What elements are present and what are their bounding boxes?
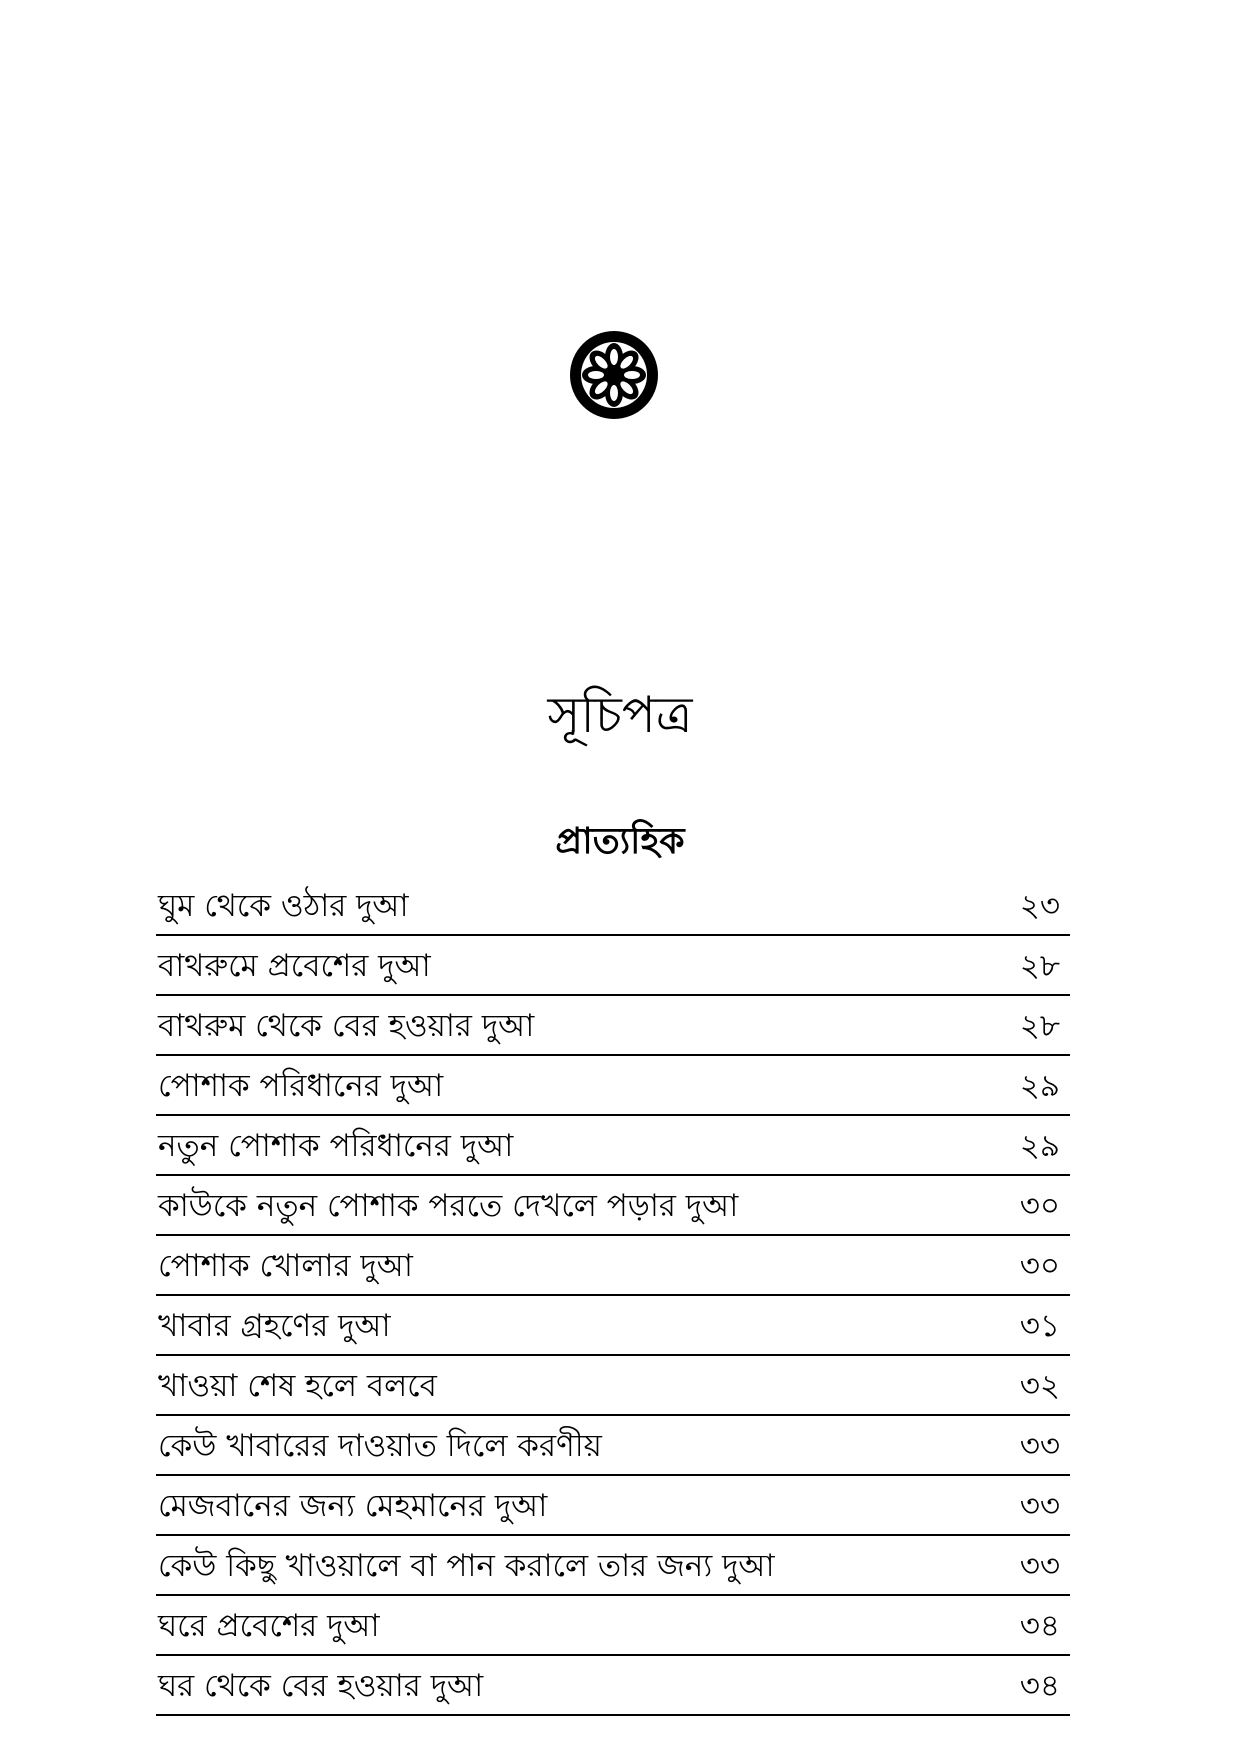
toc-entry[interactable] <box>156 1596 1070 1656</box>
toc-entry[interactable] <box>156 1296 1070 1356</box>
toc-entry-title: বাথরুমে প্রবেশের দুআ <box>158 948 431 984</box>
toc-entry[interactable] <box>156 1056 1070 1116</box>
section-heading: প্রাত্যহিক <box>555 820 685 862</box>
flower-medallion-icon <box>568 329 660 421</box>
page-title: সূচিপত্র <box>547 685 693 744</box>
toc-entry[interactable] <box>156 1356 1070 1416</box>
toc-entry-page: ২৯ <box>1019 1128 1060 1164</box>
toc-entry-page: ২৮ <box>1019 1008 1060 1044</box>
toc-entry-page: ৩৩ <box>1019 1548 1060 1584</box>
toc-entry-page: ৩২ <box>1019 1368 1060 1404</box>
toc-entry-page: ৩১ <box>1019 1308 1060 1344</box>
toc-entry-page: ২৮ <box>1019 948 1060 984</box>
toc-entry-title: কেউ কিছু খাওয়ালে বা পান করালে তার জন্য দুআ <box>158 1548 775 1584</box>
toc-entry[interactable] <box>156 1656 1070 1716</box>
toc-entry-title: মেজবানের জন্য মেহমানের দুআ <box>158 1488 548 1524</box>
toc-entry-title: নতুন পোশাক পরিধানের দুআ <box>158 1128 514 1164</box>
toc-entry-title: ঘর থেকে বের হওয়ার দুআ <box>158 1668 484 1704</box>
toc-entry[interactable] <box>156 996 1070 1056</box>
toc-entry-page: ৩০ <box>1019 1248 1060 1284</box>
toc-entry-title: খাওয়া শেষ হলে বলবে <box>158 1368 437 1404</box>
toc-entry[interactable] <box>156 1536 1070 1596</box>
toc-entry-title: বাথরুম থেকে বের হওয়ার দুআ <box>158 1008 535 1044</box>
toc-entry-title: পোশাক পরিধানের দুআ <box>158 1068 444 1104</box>
toc-entry[interactable] <box>156 1476 1070 1536</box>
toc-entry[interactable] <box>156 876 1070 936</box>
toc-entry-page: ৩৪ <box>1019 1668 1060 1704</box>
toc-entry-page: ২৯ <box>1019 1068 1060 1104</box>
toc-entry-page: ৩৩ <box>1019 1428 1060 1464</box>
toc-entry-title: ঘরে প্রবেশের দুআ <box>158 1608 380 1644</box>
toc-entry-page: ৩০ <box>1019 1188 1060 1224</box>
toc-entry[interactable] <box>156 1116 1070 1176</box>
toc-entry-title: পোশাক খোলার দুআ <box>158 1248 413 1284</box>
table-of-contents <box>156 876 1070 1716</box>
toc-entry-page: ৩৩ <box>1019 1488 1060 1524</box>
toc-entry[interactable] <box>156 1176 1070 1236</box>
toc-entry-page: ৩৪ <box>1019 1608 1060 1644</box>
toc-entry-title: কেউ খাবারের দাওয়াত দিলে করণীয় <box>158 1428 602 1464</box>
toc-entry-title: ঘুম থেকে ওঠার দুআ <box>158 888 409 924</box>
toc-entry-title: খাবার গ্রহণের দুআ <box>158 1308 391 1344</box>
toc-entry[interactable] <box>156 1416 1070 1476</box>
toc-entry[interactable] <box>156 936 1070 996</box>
toc-entry-title: কাউকে নতুন পোশাক পরতে দেখলে পড়ার দুআ <box>158 1188 739 1224</box>
toc-entry-page: ২৩ <box>1019 888 1060 924</box>
toc-entry[interactable] <box>156 1236 1070 1296</box>
